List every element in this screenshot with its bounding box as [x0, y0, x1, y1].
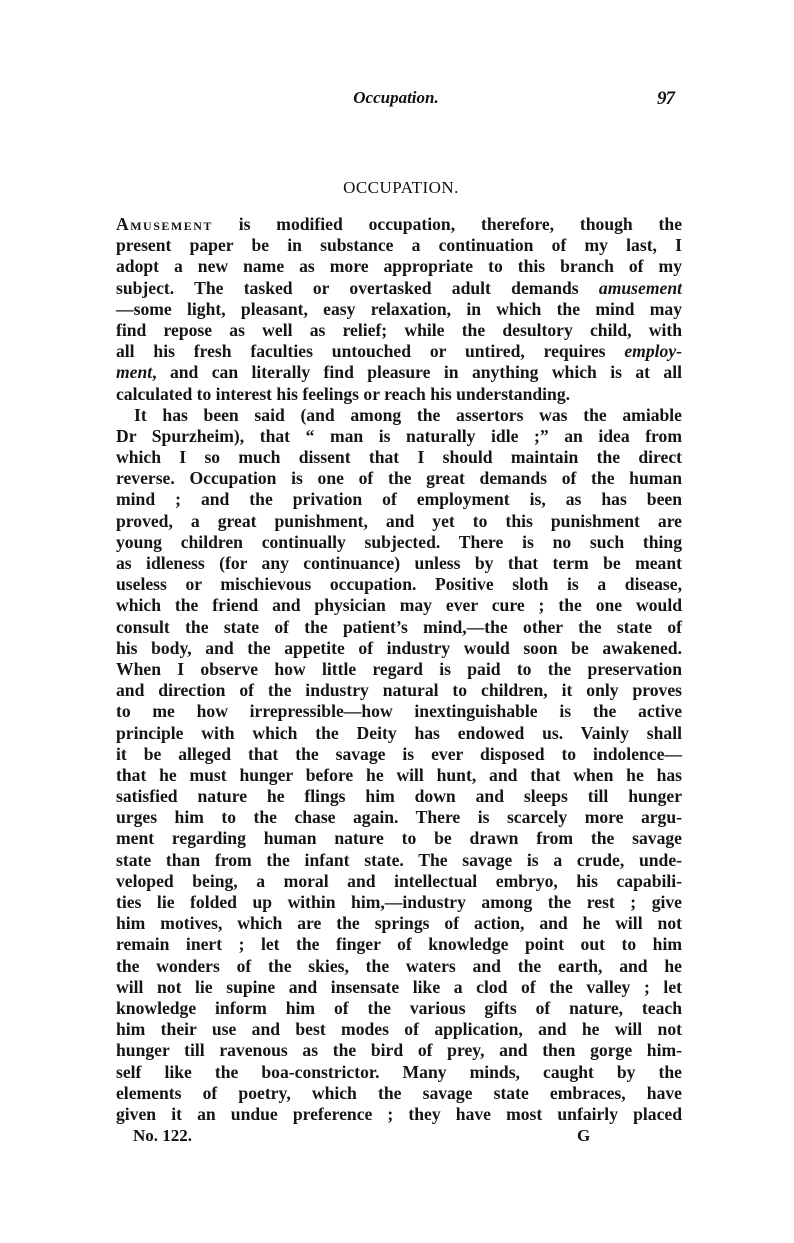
italic-word: amusement — [598, 277, 682, 298]
text-line: his body, and the appetite of industry would soon be awakened. — [116, 637, 682, 658]
text-fragment: is modified occupation, therefore, though the — [212, 214, 682, 234]
signature-line — [0, 1126, 794, 1150]
text-line: knowledge inform him of the various gifts of nature, teach — [116, 997, 682, 1018]
text-line: satisfied nature he flings him down and sleeps till hunger — [116, 786, 682, 807]
text-fragment: subject. The tasked or overtasked adult demands — [116, 277, 599, 298]
text-line: —some light, pleasant, easy relaxation, in which the mind may — [116, 298, 682, 319]
text-line: which I so much dissent that I should maintain the direct — [116, 447, 682, 468]
running-title: Occupation. — [353, 88, 439, 107]
text-fragment: , and can literally find pleasure in anything which is at all — [152, 362, 682, 383]
text-line: urges him to the chase again. There is scarcely more argu- — [116, 807, 682, 828]
signature-letter: G — [577, 1126, 591, 1145]
text-line: as idleness (for any continuance) unless by that term be meant — [116, 553, 682, 573]
article-body — [116, 214, 682, 1125]
text-line: present paper be in substance a continuation of my last, I — [116, 235, 682, 256]
opening-word: Amusement — [116, 214, 213, 234]
text-line: proved, a great punishment, and yet to this punishment are — [116, 510, 682, 531]
text-line: calculated to interest his feelings or reach his understanding. — [116, 383, 571, 404]
running-head — [0, 88, 794, 112]
text-line: him their use and best modes of application, and he will not — [116, 1019, 682, 1040]
text-line: which the friend and physician may ever cure ; the one would — [116, 595, 682, 616]
page-number: 97 — [657, 88, 674, 109]
text-line: When I observe how little regard is paid to the preservation — [116, 658, 682, 679]
text-line: and direction of the industry natural to children, it only proves — [116, 680, 682, 701]
text-line — [116, 278, 682, 299]
text-line: will not lie supine and insensate like a clod of the valley ; let — [116, 976, 682, 997]
text-line: remain inert ; let the finger of knowledge point out to him — [116, 934, 682, 955]
text-line: the wonders of the skies, the waters and the earth, and he — [116, 955, 682, 976]
signature-number: No. 122. — [133, 1126, 193, 1145]
text-line: reverse. Occupation is one of the great demands of the human — [116, 468, 682, 489]
text-line: useless or mischievous occupation. Positive sloth is a disease, — [116, 574, 682, 595]
text-line — [116, 341, 682, 362]
article-title: OCCUPATION. — [343, 178, 459, 197]
text-line: It has been said (and among the assertors was the amiable — [134, 404, 682, 425]
text-line: to me how irrepressible—how inextinguishable is the active — [116, 701, 682, 722]
text-line: ties lie folded up within him,—industry among the rest ; give — [116, 892, 682, 912]
text-line: young children continually subjected. There is no such thing — [116, 531, 682, 552]
text-line: it be alleged that the savage is ever disposed to indolence— — [116, 743, 682, 764]
text-line — [116, 362, 682, 383]
text-line: him motives, which are the springs of action, and he will not — [116, 913, 682, 934]
text-line: consult the state of the patient’s mind,—the other the state of — [116, 616, 682, 637]
italic-word: employ- — [624, 341, 682, 362]
text-line: find repose as well as relief; while the desultory child, with — [116, 319, 682, 340]
text-line: given it an undue preference ; they have most unfairly placed — [116, 1103, 682, 1124]
text-line: hunger till ravenous as the bird of prey, and then gorge him- — [116, 1040, 682, 1061]
text-line: veloped being, a moral and intellectual embryo, his capabili- — [116, 870, 682, 891]
text-line: principle with which the Deity has endowed us. Vainly shall — [116, 722, 682, 743]
italic-word: ment — [116, 362, 153, 383]
text-line: elements of poetry, which the savage state embraces, have — [116, 1082, 682, 1103]
text-line: that he must hunger before he will hunt, and that when he has — [116, 764, 682, 785]
text-line: state than from the infant state. The savage is a crude, unde- — [116, 849, 682, 870]
text-line: ment regarding human nature to be drawn from the savage — [116, 828, 682, 849]
text-line: Dr Spurzheim), that “ man is naturally idle ;” an idea from — [116, 425, 682, 446]
text-line: adopt a new name as more appropriate to this branch of my — [116, 256, 682, 277]
text-fragment: all his fresh faculties untouched or untired, requires — [116, 341, 625, 362]
text-line: mind ; and the privation of employment is, as has been — [116, 489, 682, 510]
text-line — [116, 214, 682, 235]
text-line: self like the boa-constrictor. Many minds, caught by the — [116, 1061, 682, 1082]
